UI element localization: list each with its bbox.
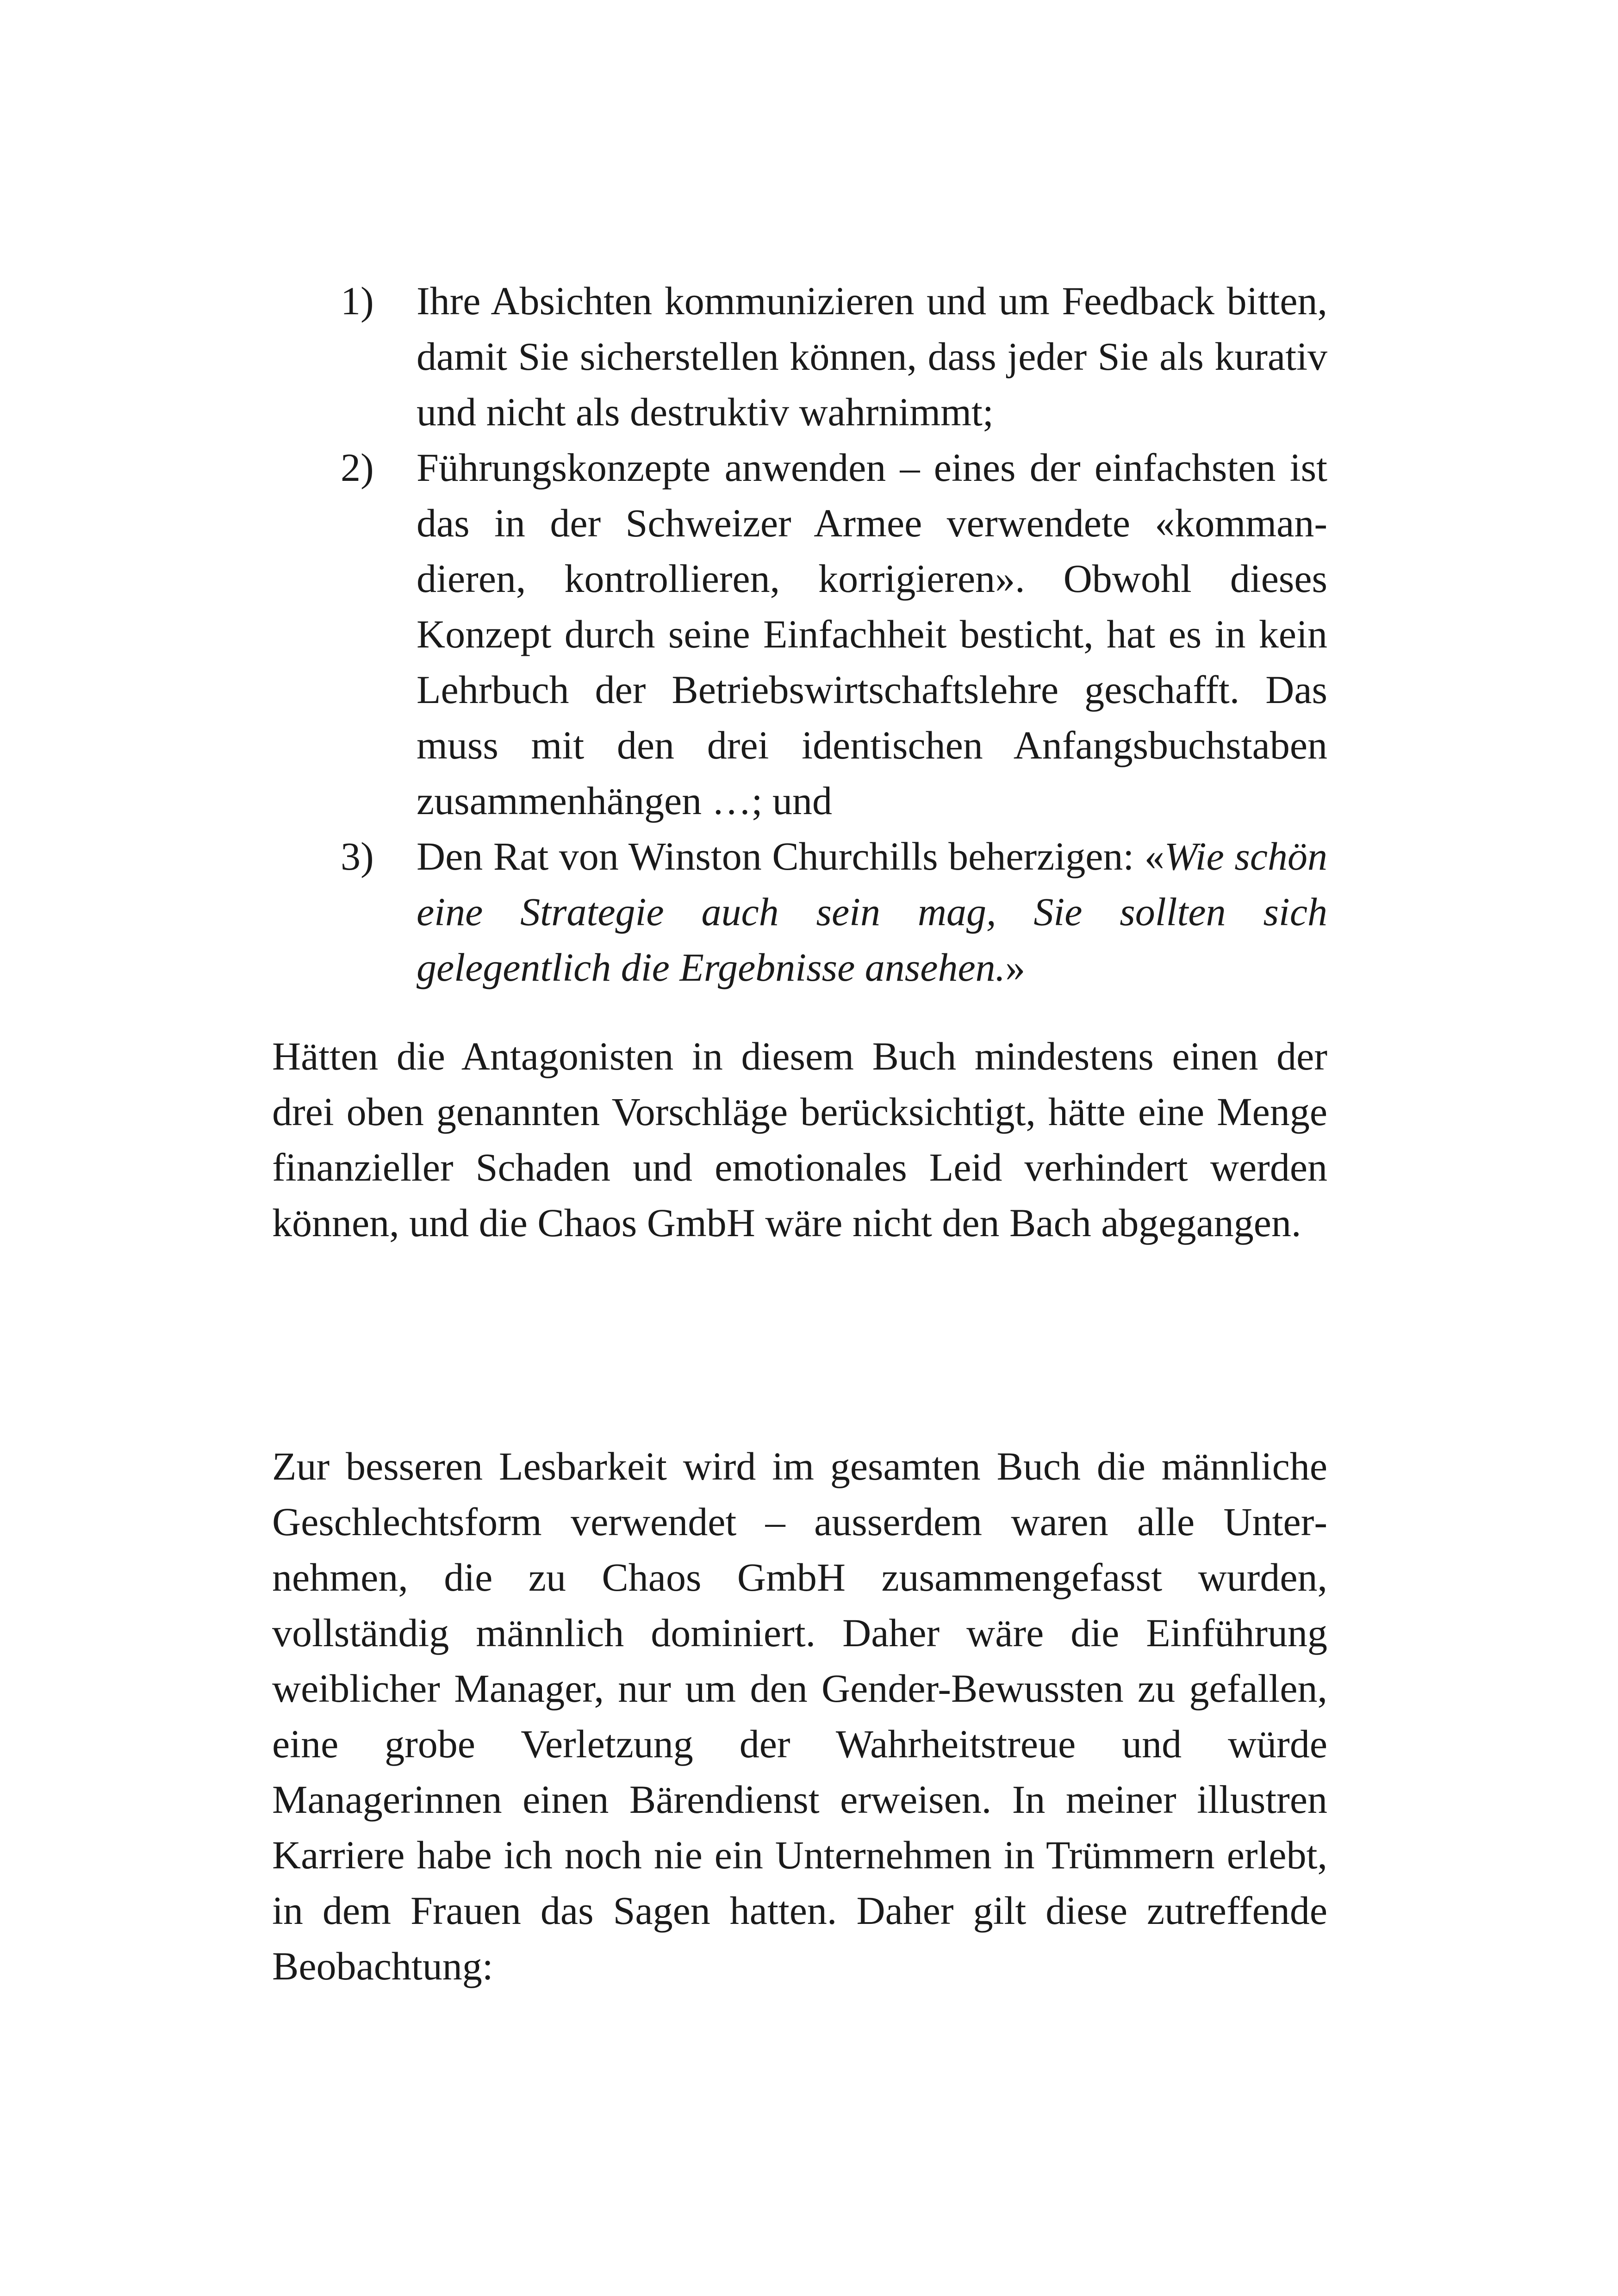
churchill-quote: Wie schön eine Strategie auch sein mag, Sie sollten sich gelegentlich die Ergebnisse ansehen. — [417, 834, 1327, 989]
list-item-number: 2) — [341, 445, 374, 490]
numbered-list — [333, 273, 1327, 995]
list-item-text — [417, 834, 1327, 989]
list-item-number: 3) — [341, 834, 374, 878]
paragraph-antagonists: Hätten die Antagonisten in diesem Buch mindestens einen der drei oben genannten Vorschläge berücksichtigt, hätte eine Menge finanzieller Schaden und emotionales Leid verhindert werden können, und die Chaos GmbH wäre nicht den Bach abgegangen. — [272, 1034, 1327, 1245]
list-item — [333, 828, 1327, 995]
paragraph-gender-note: Zur besseren Lesbarkeit wird im gesamten Buch die männliche Geschlechtsform verwendet – ausserdem waren alle Unternehmen, die zu Chaos GmbH zusammengefasst wurden, vollständig männlich dominiert. Daher wäre die Einführung weiblicher Manager, nur um den Gender-Bewussten zu gefallen, eine grobe Verletzung der Wahrheitstreue und würde Managerinnen einen Bärendienst erweisen. In meiner illustren Karriere habe ich noch nie ein Unternehmen in Trümmern erlebt, in dem Frauen das Sagen hatten. Daher gilt diese zutreffende Beobachtung: — [272, 1444, 1327, 1988]
list-item-text-end: » — [1005, 945, 1026, 989]
list-item-text: Ihre Absichten kommunizieren und um Feedback bitten, damit Sie sicherstellen können, dass jeder Sie als kurativ und nicht als destruktiv wahrnimmt; — [417, 279, 1327, 434]
list-item-number: 1) — [341, 279, 374, 323]
list-item-text-plain: Den Rat von Winston Churchills beherzigen: « — [417, 834, 1164, 878]
list-item — [333, 440, 1327, 828]
list-item-text: Führungskonzepte anwenden – eines der einfachsten ist das in der Schweizer Armee verwendete «kommandieren, kontrollieren, korrigieren». Obwohl dieses Konzept durch seine Einfachheit besticht, hat es in kein Lehrbuch der Betriebswirtschaftslehre geschafft. Das muss mit den drei identischen Anfangsbuchstaben zusammenhängen …; und — [417, 445, 1327, 823]
list-item — [333, 273, 1327, 440]
